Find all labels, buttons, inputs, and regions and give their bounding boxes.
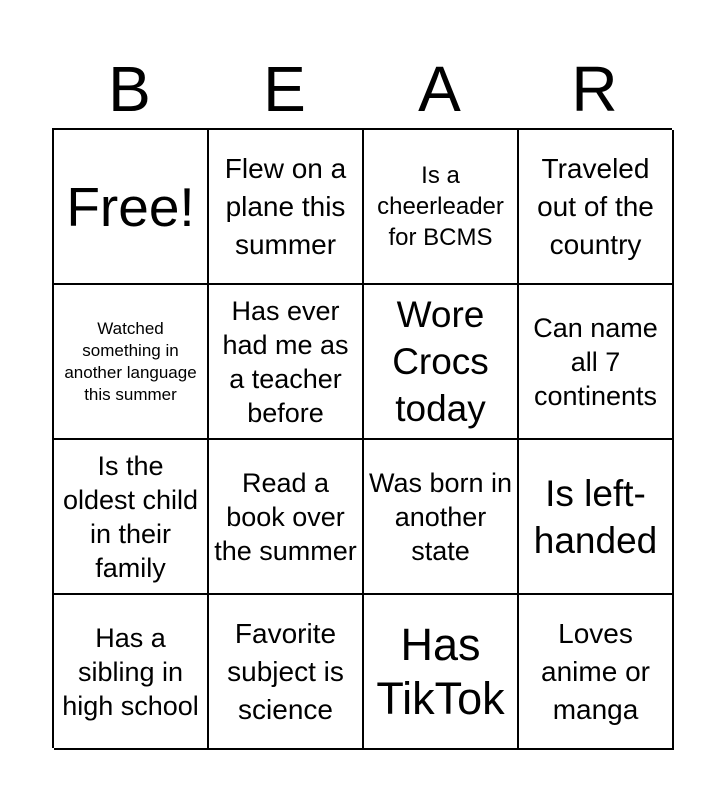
bingo-cell[interactable] <box>519 595 674 750</box>
bingo-cell-text: Read a book over the summer <box>214 467 357 566</box>
bingo-cell-text: Has ever had me as a teacher before <box>222 295 349 428</box>
bingo-cell[interactable] <box>209 440 364 595</box>
bingo-card-grid <box>52 128 672 748</box>
bingo-cell[interactable] <box>54 595 209 750</box>
bingo-cell[interactable] <box>54 130 209 285</box>
bingo-cell-text: Has TikTok <box>376 618 505 724</box>
bingo-cell[interactable] <box>54 285 209 440</box>
bingo-cell[interactable] <box>54 440 209 595</box>
bingo-cell-text: Is a cheerleader for BCMS <box>377 162 504 251</box>
bingo-cell[interactable] <box>519 130 674 285</box>
header-letter-e: E <box>263 53 306 125</box>
bingo-cell-text: Loves anime or manga <box>541 617 650 725</box>
bingo-cell-text: Is left-handed <box>533 472 658 561</box>
bingo-cell[interactable] <box>364 595 519 750</box>
bingo-cell[interactable] <box>209 285 364 440</box>
bingo-cell-text: Has a sibling in high school <box>62 622 199 721</box>
bingo-cell-text: Can name all 7 continents <box>533 312 658 411</box>
bingo-cell-text: Was born in another state <box>368 467 513 566</box>
bingo-cell[interactable] <box>519 440 674 595</box>
bingo-cell-text: Favorite subject is science <box>227 617 344 725</box>
header-letter-a: A <box>418 53 461 125</box>
bingo-cell[interactable] <box>209 130 364 285</box>
bingo-header <box>52 50 672 128</box>
bingo-cell[interactable] <box>364 440 519 595</box>
bingo-cell[interactable] <box>519 285 674 440</box>
bingo-cell-text: Wore Crocs today <box>392 294 489 429</box>
bingo-cell-text: Flew on a plane this summer <box>224 152 347 260</box>
bingo-cell[interactable] <box>209 595 364 750</box>
header-letter-r: R <box>571 53 618 125</box>
bingo-cell[interactable] <box>364 285 519 440</box>
bingo-cell-text: Free! <box>66 175 195 238</box>
bingo-cell-text: Is the oldest child in their family <box>62 450 199 583</box>
header-letter-b: B <box>108 53 151 125</box>
bingo-cell-text: Watched something in another language this summer <box>64 318 197 404</box>
bingo-cell-text: Traveled out of the country <box>537 152 654 260</box>
bingo-cell[interactable] <box>364 130 519 285</box>
